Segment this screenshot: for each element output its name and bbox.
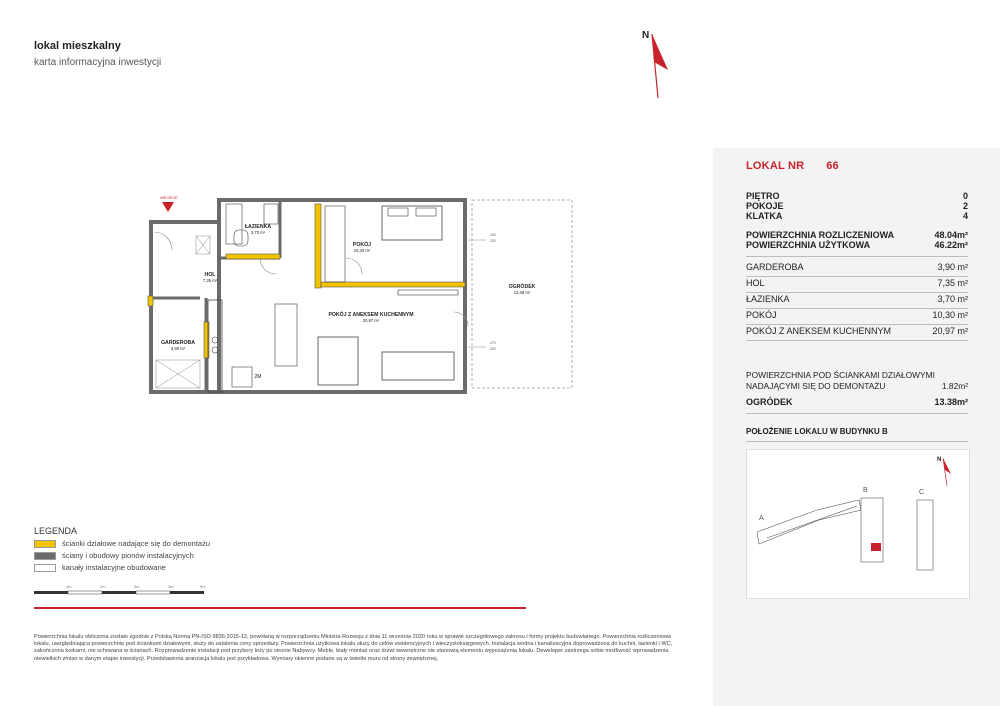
window-mark: 220 xyxy=(490,347,496,351)
map-label-n: N xyxy=(937,457,942,463)
demountable-wall-2 xyxy=(321,282,465,287)
row-pow-uzytkowa xyxy=(746,240,968,257)
room-row xyxy=(746,294,968,309)
legend-item xyxy=(34,551,194,560)
lokal-heading xyxy=(746,160,839,172)
scale-tick: 3m xyxy=(134,584,140,589)
pokoje-label: POKOJE xyxy=(746,201,784,211)
window-mark: 150 xyxy=(490,233,496,237)
room-ogrodek-area: 13,38 m² xyxy=(513,290,531,295)
room-row xyxy=(746,278,968,293)
building-location-map xyxy=(746,449,970,599)
room-aneks-name: POKÓJ Z ANEKSEM KUCHENNYM xyxy=(328,312,414,318)
scale-tick: 5m xyxy=(200,584,206,589)
room-row-value: 3,90 m² xyxy=(937,262,968,272)
map-label-c: C xyxy=(919,489,925,496)
row-klatka xyxy=(746,211,968,221)
pietro-label: PIĘTRO xyxy=(746,191,780,201)
pow-uzyt-label: POWIERZCHNIA UŻYTKOWA xyxy=(746,240,871,250)
room-row-value: 20,97 m² xyxy=(932,326,968,336)
row-pokoje xyxy=(746,201,968,211)
room-row-label: ŁAZIENKA xyxy=(746,294,790,304)
lokal-label: LOKAL NR xyxy=(746,160,805,172)
toilet xyxy=(234,230,248,246)
entry-label: WEJŚCIE xyxy=(160,195,178,200)
scale-tick: 2m xyxy=(100,584,106,589)
room-row-value: 10,30 m² xyxy=(932,310,968,320)
legend-item xyxy=(34,563,166,572)
room-row-value: 3,70 m² xyxy=(937,294,968,304)
wardrobe xyxy=(325,206,345,282)
room-pokoj-area: 10,30 m² xyxy=(353,248,371,253)
room-lazienka-name: ŁAZIENKA xyxy=(244,224,272,230)
pow-rozl-label: POWIERZCHNIA ROZLICZENIOWA xyxy=(746,230,895,240)
room-hol-name: HOL xyxy=(204,272,216,278)
footnote: Powierzchnia lokalu obliczona zostało zgodnie z Polską Normą PN-ISO 9836:2015-12, powołaną w rozporządzeniu Ministra Rozwoju z dnia 11 września 2020 roku w sprawie szczegółowego zakresu i formy projektu budowlanego. Powierzchnia rozliczeniowa lokalu, uwzględniająca powierzchnię pod ściankami działowymi, służy do ustalenia ceny sprzedaży. Powierzchnia użytkowa lokalu służy do celów ewidencyjnych i wieczystoksięgowych. Instalacja wodna i kanalizacyjna doprowadzona do kuchni, łazienki i WC, zakończona korkami, nie schowana w ścianach. Rozprowadzenie instalacji pod przybory leży po stronie Nabywcy. Meble, biały montaż oraz drzwi wewnętrzne nie stanowią elementu wyposażenia lokalu. Deweloper zastrzega sobie możliwość wprowadzenia niewielkich zmian w danym etapie inwestycji. Przedstawiona aranżacja lokalu jest przykładowa. Wymiary okienne podane są w świetle muru od strony zewnętrznej. xyxy=(34,634,673,662)
room-pokoj-name: POKÓJ xyxy=(352,242,372,248)
window-mark: 270 xyxy=(490,341,496,345)
pietro-value: 0 xyxy=(962,191,968,201)
row-ogrodek xyxy=(746,397,968,414)
map-label-b: B xyxy=(863,487,868,494)
scale-tick: 4m xyxy=(168,584,174,589)
legend-label: ścianki działowe nadające się do demontażu xyxy=(62,539,211,548)
legend-swatch xyxy=(34,552,56,560)
room-hol-area: 7,35 m² xyxy=(202,278,218,283)
outer-wall-left xyxy=(151,222,219,392)
scale-bar xyxy=(34,582,214,596)
sciankami-line1: POWIERZCHNIA POD ŚCIANKAMI DZIAŁOWYMI xyxy=(746,370,935,380)
legend-label: ściany i obudowy pionów instalacyjnych xyxy=(62,551,194,560)
pokoje-value: 2 xyxy=(962,201,968,211)
room-row xyxy=(746,326,968,341)
unit-location-marker xyxy=(871,543,881,551)
room-aneks-area: 20,97 m² xyxy=(362,318,380,323)
legend-swatch xyxy=(34,564,56,572)
scale-tick: 1m xyxy=(66,584,72,589)
demountable-wall-1 xyxy=(315,204,321,288)
demountable-wall-3 xyxy=(226,254,280,259)
north-arrow-icon xyxy=(636,22,672,100)
lokal-number: 66 xyxy=(826,160,839,172)
page-title: lokal mieszkalny xyxy=(34,40,121,52)
klatka-label: KLATKA xyxy=(746,211,783,221)
ogrodek-value: 13.38m² xyxy=(934,397,968,407)
sofa xyxy=(382,352,454,380)
room-garderoba-area: 3,90 m² xyxy=(170,346,186,351)
map-label-a: A xyxy=(759,515,764,522)
bed xyxy=(382,206,442,240)
floor-plan xyxy=(140,192,580,397)
sciankami-value: 1.82m² xyxy=(941,381,968,391)
legend-label: kanały instalacyjne obudowane xyxy=(62,563,166,572)
map-north-icon xyxy=(937,457,951,486)
page-subtitle: karta informacyjna inwestycji xyxy=(34,57,162,68)
legend-item xyxy=(34,539,210,548)
sciankami-line2: NADAJĄCYMI SIĘ DO DEMONTAŻU xyxy=(746,381,886,391)
room-ogrodek-name: OGRÓDEK xyxy=(508,284,536,290)
room-row-label: HOL xyxy=(746,278,765,288)
room-row xyxy=(746,310,968,325)
pow-rozl-value: 48.04m² xyxy=(934,230,968,240)
room-row xyxy=(746,262,968,277)
dining-table xyxy=(318,337,358,385)
red-divider xyxy=(34,607,526,609)
ogrodek-label: OGRÓDEK xyxy=(746,397,793,407)
klatka-value: 4 xyxy=(962,211,968,221)
room-lazienka-area: 3,70 m² xyxy=(250,230,266,235)
divider xyxy=(746,441,968,442)
room-garderoba-name: GARDEROBA xyxy=(160,340,196,346)
room-row-label: POKÓJ Z ANEKSEM KUCHENNYM xyxy=(746,326,892,336)
legend-title: LEGENDA xyxy=(34,526,78,536)
tag-2m: 2M xyxy=(254,374,262,380)
room-row-value: 7,35 m² xyxy=(937,278,968,288)
row-pietro xyxy=(746,191,968,201)
window-mark: 220 xyxy=(490,239,496,243)
room-row-label: GARDEROBA xyxy=(746,262,804,272)
pow-uzyt-value: 46.22m² xyxy=(934,240,968,250)
legend-swatch xyxy=(34,540,56,548)
room-row-label: POKÓJ xyxy=(746,310,777,320)
polozenie-title: POŁOŻENIE LOKALU W BUDYNKU B xyxy=(746,427,888,436)
row-pow-rozliczeniowa xyxy=(746,230,968,240)
compass-label: N xyxy=(642,30,650,41)
